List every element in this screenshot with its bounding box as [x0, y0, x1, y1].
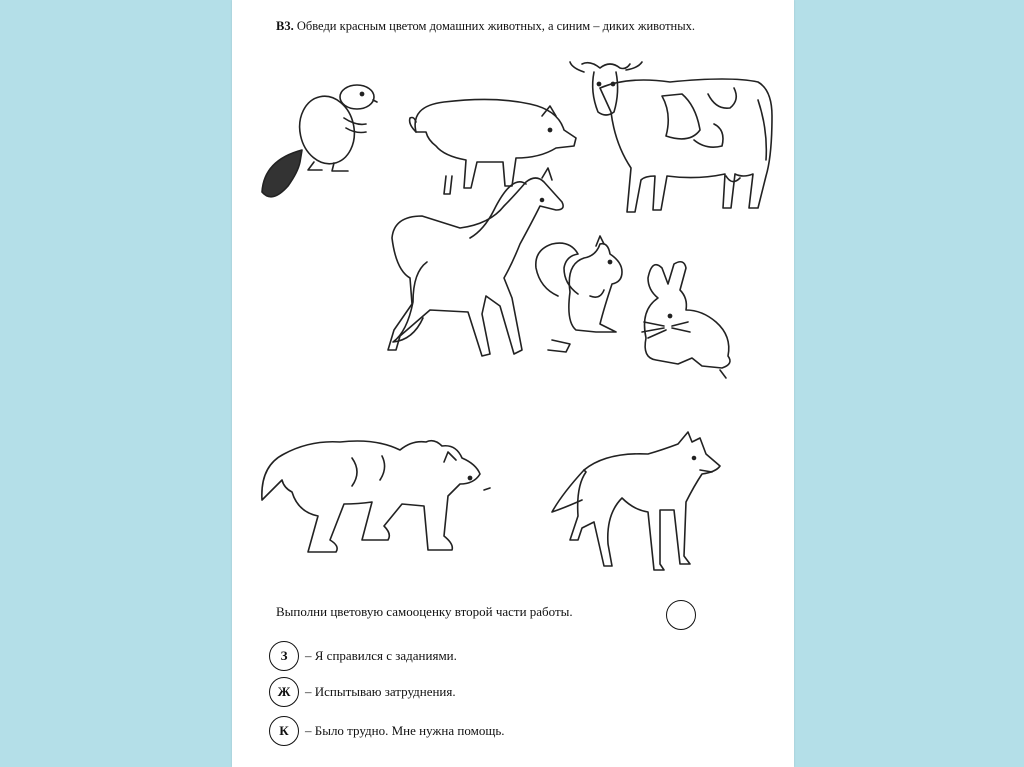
- self-assessment-prompt: Выполни цветовую самооценку второй части работы.: [276, 604, 573, 619]
- legend-text-zh: – Испытываю затруднения.: [305, 684, 456, 699]
- legend-circle-zh: Ж: [269, 677, 299, 707]
- wolf-icon[interactable]: [552, 432, 720, 570]
- bear-icon[interactable]: [262, 441, 490, 552]
- legend-row-zh: [269, 676, 669, 708]
- legend-row-z: [269, 640, 669, 672]
- pig-icon[interactable]: [410, 99, 576, 194]
- hare-icon[interactable]: [642, 262, 730, 378]
- legend-text-z: – Я справился с заданиями.: [305, 648, 457, 663]
- animal-drawings: [232, 0, 794, 600]
- legend-row-k: [269, 715, 669, 747]
- legend-circle-z: З: [269, 641, 299, 671]
- task-text: Обведи красным цветом домашних животных, а синим – диких животных.: [293, 19, 696, 33]
- worksheet-page: [232, 0, 794, 767]
- beaver-icon[interactable]: [262, 85, 377, 197]
- squirrel-icon[interactable]: [536, 236, 622, 352]
- cow-icon[interactable]: [570, 62, 772, 212]
- self-assessment-circle[interactable]: [666, 600, 696, 630]
- horse-icon[interactable]: [388, 168, 563, 356]
- task-number: В3.: [276, 19, 294, 33]
- legend-circle-k: К: [269, 716, 299, 746]
- legend-text-k: – Было трудно. Мне нужна помощь.: [305, 723, 505, 738]
